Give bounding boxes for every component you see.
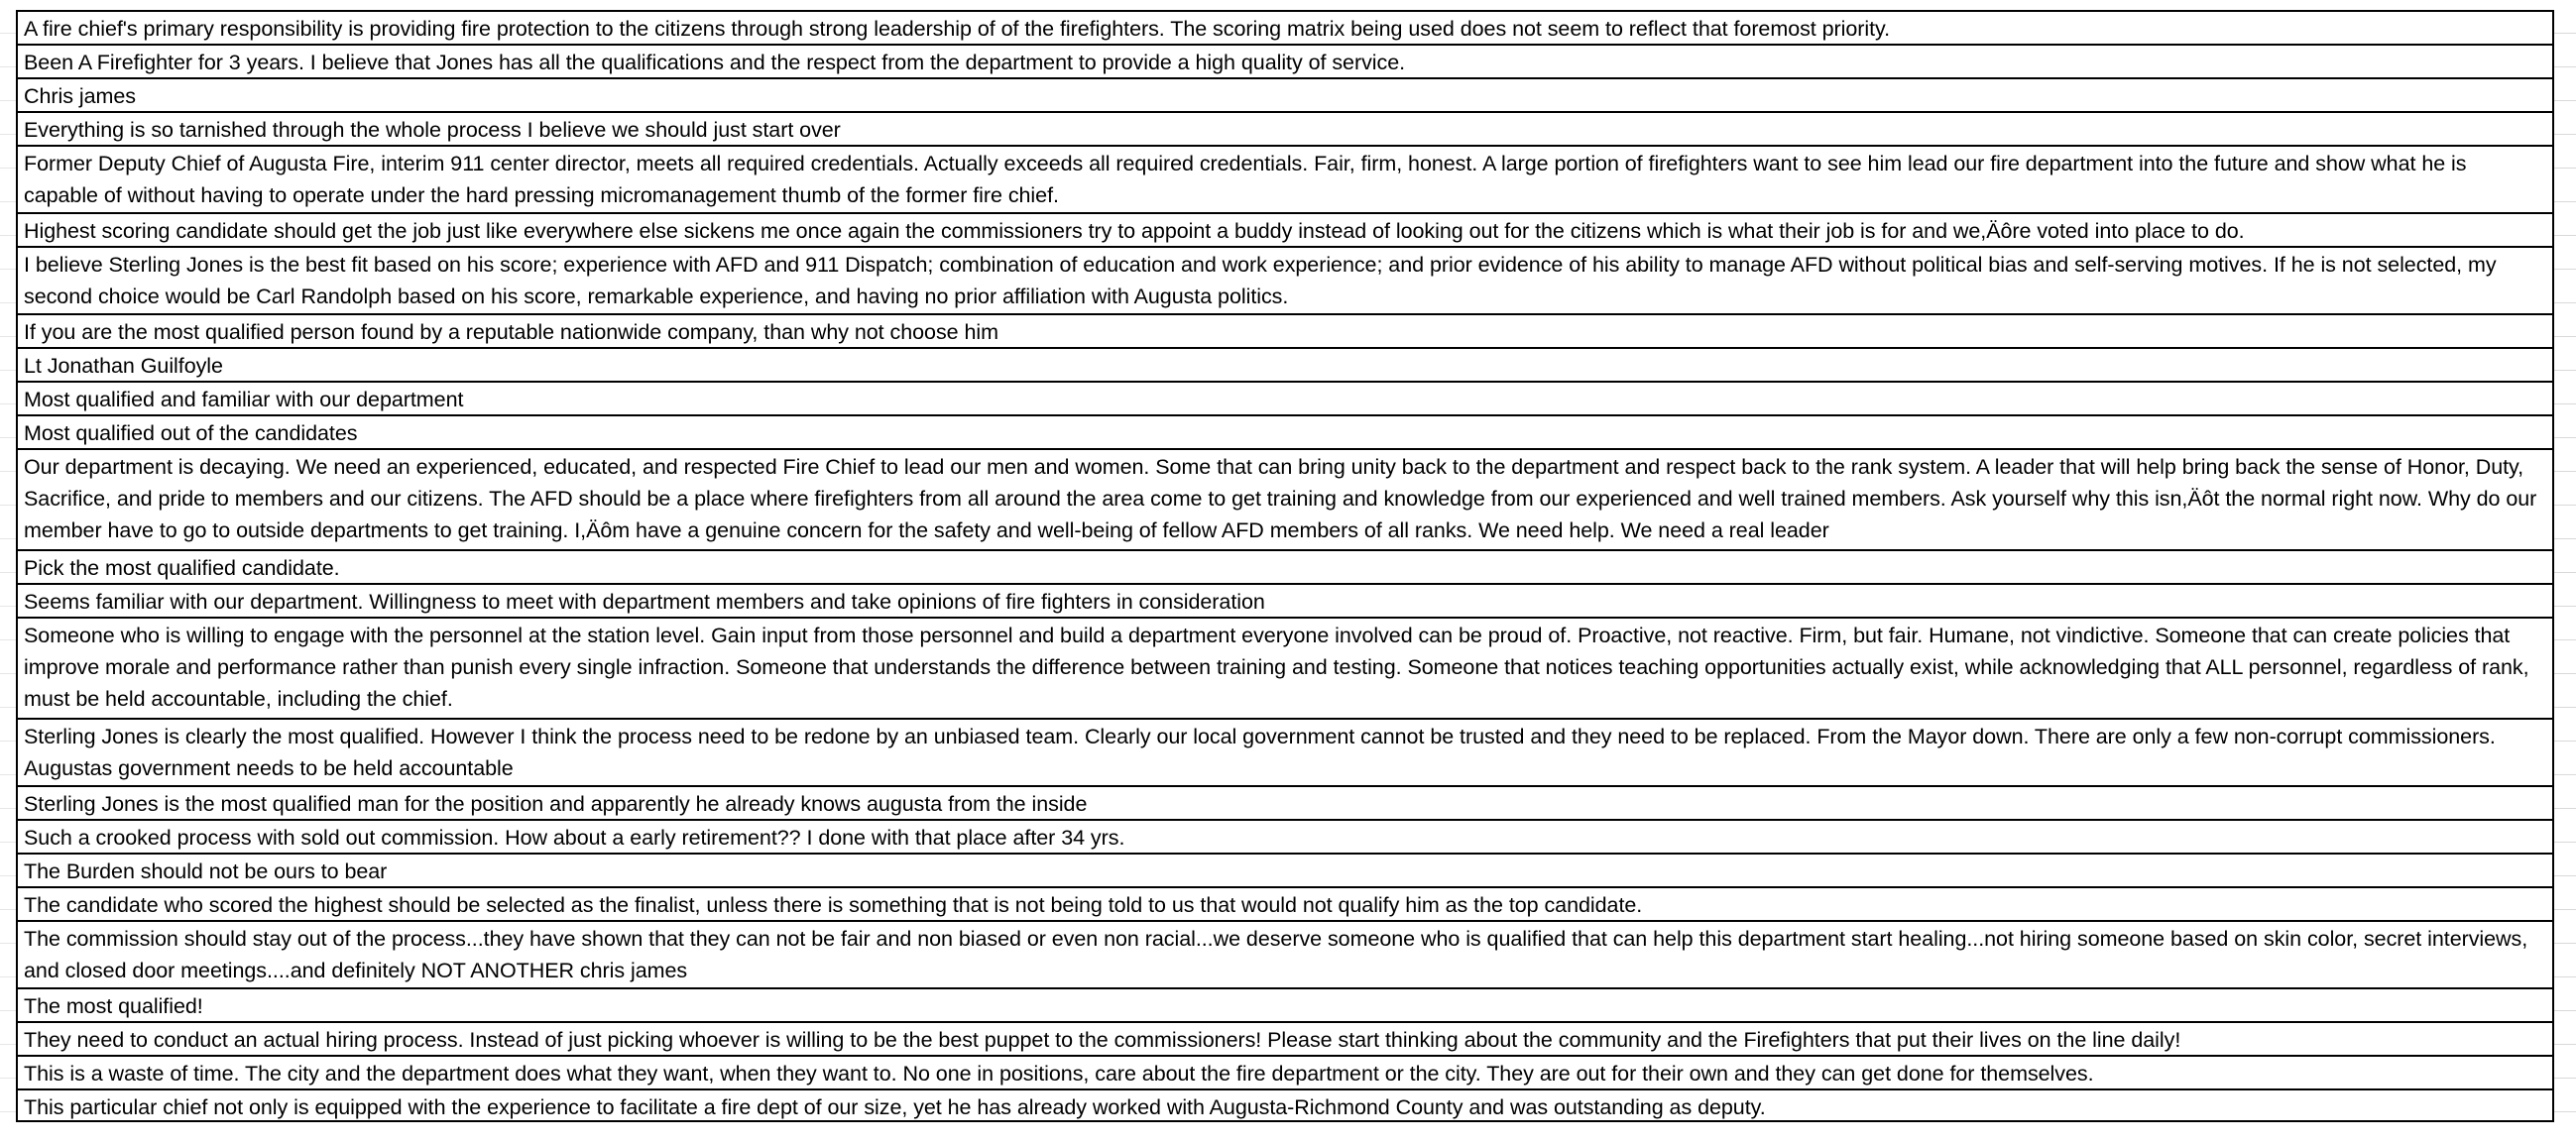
table-row[interactable] [18, 583, 2552, 617]
table-row[interactable] [18, 617, 2552, 718]
cell-text: Pick the most qualified candidate. [24, 556, 340, 580]
cell-text: The candidate who scored the highest should be selected as the finalist, unless there is something that is not being told to us that would not qualify him as the top candidate. [24, 893, 1643, 917]
cell-text: Seems familiar with our department. Willingness to meet with department members and take opinions of fire fighters in consideration [24, 590, 1265, 614]
cell-text: Sterling Jones is the most qualified man for the position and apparently he already knows augusta from the inside [24, 792, 1088, 816]
table-row[interactable] [18, 44, 2552, 77]
table-row[interactable] [18, 785, 2552, 819]
table-row[interactable] [18, 1021, 2552, 1055]
comments-column [16, 10, 2554, 1122]
cell-text: Former Deputy Chief of Augusta Fire, interim 911 center director, meets all required credentials. Actually exceeds all required credentials. Fair, firm, honest. A large portion of firefighters want to see him lead our fire department into the future and show what he is capable of without having to operate under the hard pressing micromanagement thumb of the former fire chief. [24, 152, 2467, 207]
table-row[interactable] [18, 886, 2552, 920]
cell-text: If you are the most qualified person found by a reputable nationwide company, than why not choose him [24, 320, 998, 344]
table-row[interactable] [18, 718, 2552, 785]
table-row[interactable] [18, 853, 2552, 886]
cell-text: The Burden should not be ours to bear [24, 859, 388, 883]
cell-text: Everything is so tarnished through the whole process I believe we should just start over [24, 118, 841, 142]
cell-text: The most qualified! [24, 994, 203, 1018]
empty-column-grid [2554, 0, 2576, 1144]
cell-text: I believe Sterling Jones is the best fit based on his score; experience with AFD and 911 Dispatch; combination of education and work experience; and prior evidence of his ability to manage AFD without political bias and self-serving motives. If he is not selected, my second choice would be Carl Randolph based on his score, remarkable experience, and having no prior affiliation with Augusta politics. [24, 253, 2497, 308]
table-row[interactable] [18, 212, 2552, 246]
table-row[interactable] [18, 819, 2552, 853]
cell-text: Our department is decaying. We need an experienced, educated, and respected Fire Chief to lead our men and women. Some that can bring unity back to the department and respect back to the rank system. A leader that will help bring back the sense of Honor, Duty, Sacrifice, and pride to members and our citizens. The AFD should be a place where firefighters from all around the area come to get training and knowledge from our experienced and well trained members. Ask yourself why this isn,Äôt the normal right now. Why do our member have to go to outside departments to get training. I,Äôm have a genuine concern for the safety and well-being of fellow AFD members of all ranks. We need help. We need a real leader [24, 455, 2537, 542]
table-row[interactable] [18, 987, 2552, 1021]
table-row[interactable] [18, 313, 2552, 347]
cell-text: Someone who is willing to engage with the personnel at the station level. Gain input from those personnel and build a department everyone involved can be proud of. Proactive, not reactive. Firm, but fair. Humane, not vindictive. Someone that can create policies that improve morale and performance rather than punish every single infraction. Someone that understands the difference between training and testing. Someone that notices teaching opportunities actually exist, while acknowledging that ALL personnel, regardless of rank, must be held accountable, including the chief. [24, 624, 2529, 711]
table-row[interactable] [18, 414, 2552, 448]
cell-text: They need to conduct an actual hiring process. Instead of just picking whoever is willing to be the best puppet to the commissioners! Please start thinking about the community and the Firefighters that put their lives on the line daily! [24, 1028, 2181, 1052]
table-row[interactable] [18, 145, 2552, 212]
cell-text: Such a crooked process with sold out commission. How about a early retirement?? I done with that place after 34 yrs. [24, 826, 1125, 850]
table-row[interactable] [18, 1088, 2552, 1122]
cell-text: Been A Firefighter for 3 years. I believe that Jones has all the qualifications and the respect from the department to provide a high quality of service. [24, 51, 1406, 74]
table-row[interactable] [18, 347, 2552, 381]
table-row[interactable] [18, 381, 2552, 414]
cell-text: Lt Jonathan Guilfoyle [24, 354, 223, 378]
cell-text: Chris james [24, 84, 136, 108]
table-row[interactable] [18, 1055, 2552, 1088]
cell-text: This is a waste of time. The city and the department does what they want, when they want to. No one in positions, care about the fire department or the city. They are out for their own and they can get done for themselves. [24, 1062, 2094, 1086]
table-row[interactable] [18, 549, 2552, 583]
table-row[interactable] [18, 246, 2552, 313]
cell-text: Most qualified and familiar with our department [24, 388, 464, 411]
cell-text: Highest scoring candidate should get the job just like everywhere else sickens me once again the commissioners try to appoint a buddy instead of looking out for the citizens which is what their job is for and we,Äôre voted into place to do. [24, 219, 2245, 243]
table-row[interactable] [18, 920, 2552, 987]
table-row[interactable] [18, 77, 2552, 111]
table-row[interactable] [18, 448, 2552, 549]
cell-text: The commission should stay out of the process...they have shown that they can not be fair and non biased or even non racial...we deserve someone who is qualified that can help this department start healing...not hiring someone based on skin color, secret interviews, and closed door meetings....and definitely NOT ANOTHER chris james [24, 927, 2528, 982]
cell-text: Sterling Jones is clearly the most qualified. However I think the process need to be redone by an unbiased team. Clearly our local government cannot be trusted and they need to be replaced. From the Mayor down. There are only a few non-corrupt commissioners. Augustas government needs to be held accountable [24, 725, 2496, 780]
cell-text: Most qualified out of the candidates [24, 421, 358, 445]
cell-text: This particular chief not only is equipped with the experience to facilitate a fire dept of our size, yet he has already worked with Augusta-Richmond County and was outstanding as deputy. [24, 1095, 1766, 1119]
table-row[interactable] [18, 10, 2552, 44]
cell-text: A fire chief's primary responsibility is providing fire protection to the citizens through strong leadership of of the firefighters. The scoring matrix being used does not seem to reflect that foremost priority. [24, 17, 1891, 41]
table-row[interactable] [18, 111, 2552, 145]
